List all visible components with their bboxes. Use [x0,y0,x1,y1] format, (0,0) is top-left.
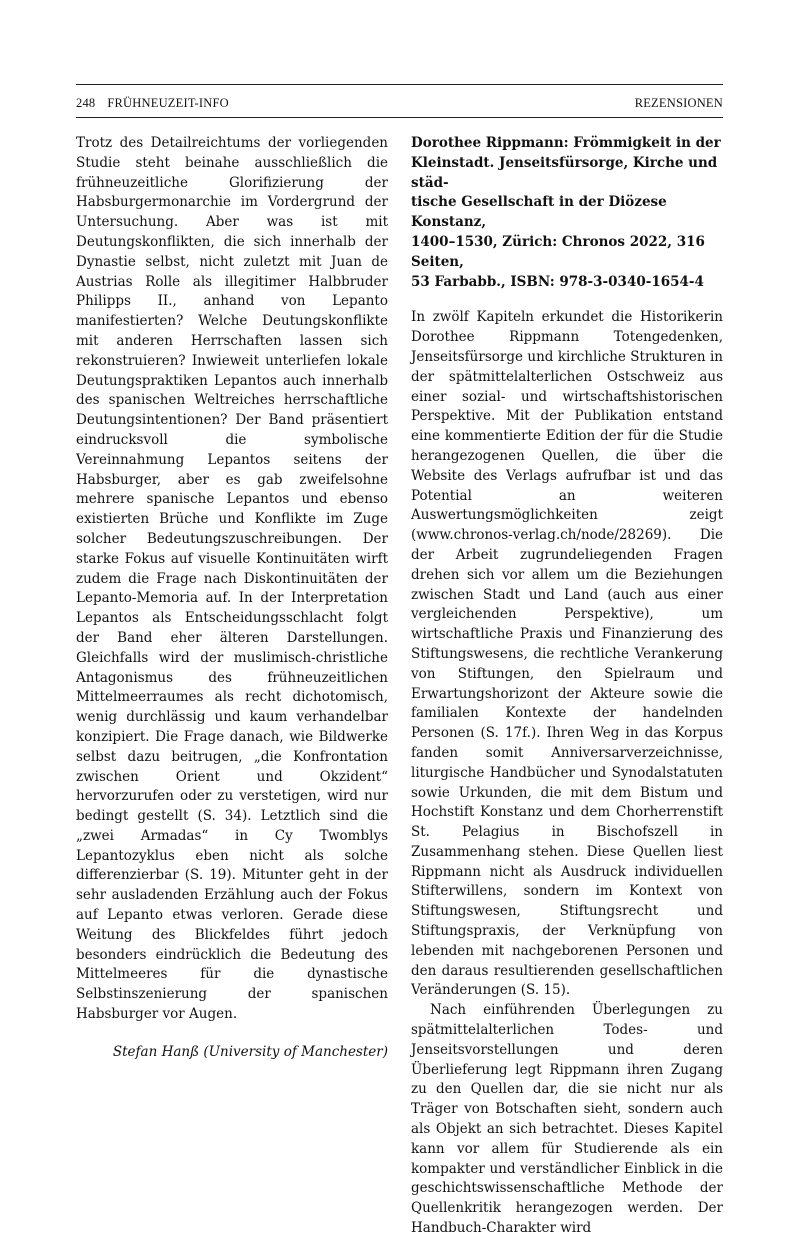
header-top-rule [76,84,723,85]
review-paragraph-1: In zwölf Kapiteln erkundet die Historikerin Dorothee Rippmann Totengedenken, Jenseitsfürsorge und kirchliche Strukturen in der spätmittelalterlichen Ostschweiz aus einer sozial- und wirtschaftshistorischen Perspektive. Mit der Publikation entstand eine kommentierte Edition der für die Studie herangezogenen Quellen, die über die Website des Verlags aufrufbar ist und das Potential an weiteren Auswertungsmöglichkeiten zeigt (www.chronos-verlag.ch/node/28269). Die der Arbeit zugrundeliegenden Fragen drehen sich vor allem um die Beziehungen zwischen Stadt und Land (auch aus einer vergleichenden Perspektive), um wirtschaftliche Praxis und Finanzierung des Stiftungswesens, die rechtliche Verankerung von Stiftungen, den Spielraum und Erwartungshorizont der Akteure sowie die familialen Kontexte der handelnden Personen (S. 17f.). Ihren Weg in das Korpus fanden somit Anniversarverzeichnisse, liturgische Handbücher und Synodalstatuten sowie Urkunden, die mit dem Bistum und Hochstift Konstanz und dem Chorherrenstift St. Pelagius in Bischofszell in Zusammenhang stehen. Diese Quellen liest Rippmann nicht als Ausdruck individuellen Stifterwillens, sondern im Kontext von Stiftungswesen, Stiftungsrecht und Stiftungspraxis, der Verknüpfung von lebenden mit nachgeborenen Personen und den daraus resultierenden gesellschaftlichen Veränderungen (S. 15). [411,309,723,999]
right-column [411,134,723,1239]
reviewer-signature: Stefan Hanß (University of Manchester) [112,1043,388,1060]
section-name: REZENSIONEN [634,96,723,110]
review-title-line: Kleinstadt. Jenseitsfürsorge, Kirche und städ- [411,154,718,191]
review-title [411,134,723,292]
review-title-line: tische Gesellschaft in der Diözese Konstanz, [411,194,667,231]
header-bottom-rule [76,117,723,118]
review-title-line: Dorothee Rippmann: Frömmigkeit in der [411,135,721,151]
journal-name: FRÜHNEUZEIT-INFO [107,96,229,110]
running-header-left [76,96,229,111]
page-number: 248 [76,96,96,110]
review-title-line: 1400–1530, Zürich: Chronos 2022, 316 Seiten, [411,233,705,270]
review-paragraph-2: Nach einführenden Überlegungen zu spätmittelalterlichen Todes- und Jenseitsvorstellungen und deren Überlieferung legt Rippmann ihren Zugang zu den Quellen dar, die sie nicht nur als Träger von Botschaften sieht, sondern auch als Objekt an sich betrachtet. Dieses Kapitel kann vor allem für Studierende als ein kompakter und verständlicher Einblick in die geschichtswissenschaftliche Methode der Quellenkritik herangezogen werden. Der Handbuch-Charakter wird [411,1002,723,1237]
left-column [76,134,388,1063]
review-title-line: 53 Farbabb., ISBN: 978-3-0340-1654-4 [411,273,704,290]
review-conclusion-paragraph: Trotz des Detailreichtums der vorliegenden Studie steht beinahe ausschließlich die frühneuzeitliche Glorifizierung der Habsburgermonarchie im Vordergrund der Untersuchung. Aber was ist mit Deutungskonflikten, die sich innerhalb der Dynastie selbst, nicht zuletzt mit Juan de Austrias Rolle als illegitimer Halbbruder Philipps II., anhand von Lepanto manifestierten? Welche Deutungskonflikte mit anderen Herrschaften lassen sich rekonstruieren? Inwieweit unterliefen lokale Deutungspraktiken Lepantos auch innerhalb des spanischen Weltreiches herrschaftliche Deutungsintentionen? Der Band präsentiert eindrucksvoll die symbolische Vereinnahmung Lepantos seitens der Habsburger, aber es gab zweifelsohne mehrere spanische Lepantos und ebenso existierten Brüche und Konflikte im Zuge solcher Bedeutungszuschreibungen. Der starke Fokus auf visuelle Kontinuitäten wirft zudem die Frage nach Diskontinuitäten der Lepanto-Memoria auf. In der Interpretation Lepantos als Entscheidungsschlacht folgt der Band eher älteren Darstellungen. Gleichfalls wird der muslimisch-christliche Antagonismus des frühneuzeitlichen Mittelmeerraumes als recht dichotomisch, wenig durchlässig und kaum verhandelbar konzipiert. Die Frage danach, wie Bildwerke selbst dazu beitrugen, „die Konfrontation zwischen Orient und Okzident“ hervorzurufen oder zu verstetigen, wird nur bedingt gestellt (S. 34). Letztlich sind die „zwei Armadas“ in Cy Twomblys Lepantozyklus eben nicht als solche differenzierbar (S. 19). Mitunter geht in der sehr ausladenden Erzählung auch der Fokus auf Lepanto etwas verloren. Gerade diese Weitung des Blickfeldes führt jedoch besonders eindrücklich die Bedeutung des Mittelmeeres für die dynastische Selbstinszenierung der spanischen Habsburger vor Augen. [76,135,388,1023]
